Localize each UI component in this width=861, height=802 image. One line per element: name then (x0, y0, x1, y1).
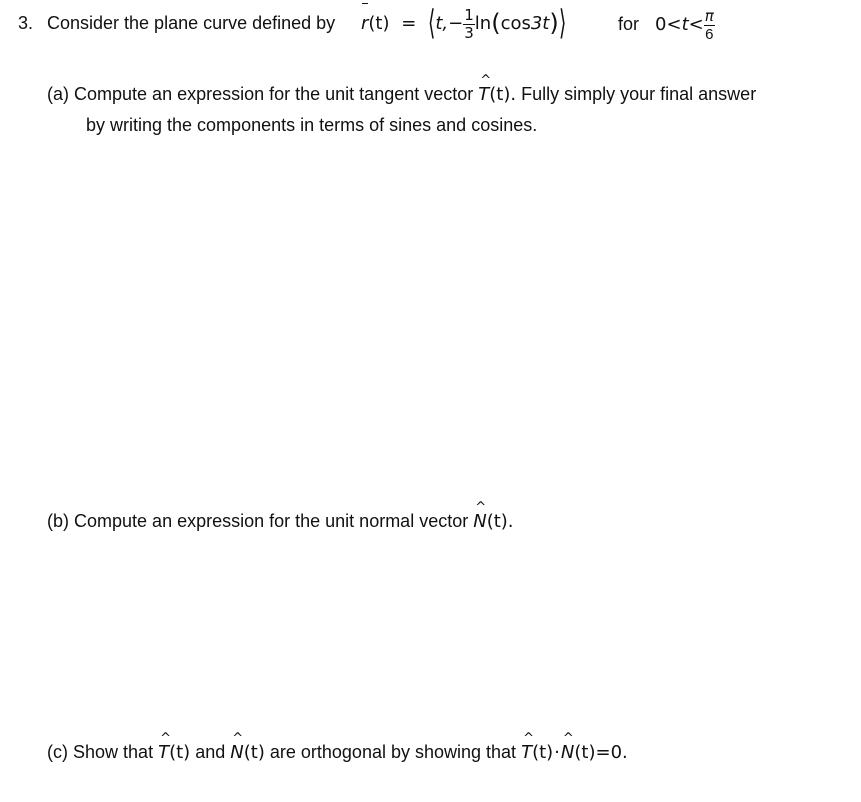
part-c-arg1: (t) (169, 742, 191, 763)
part-c-arg2: (t) (243, 742, 265, 763)
minus-sign: − (448, 13, 464, 34)
part-c-T2: ^ T (521, 742, 532, 763)
equals-sign: = (401, 13, 417, 34)
component-t: t, (435, 13, 449, 34)
part-c-N2: ^ N (561, 742, 574, 763)
part-b-label: (b) (47, 511, 69, 531)
part-c-N: ^ N (230, 742, 243, 763)
curve-definition (361, 2, 566, 46)
problem-statement (47, 13, 335, 34)
part-c-T: ^ T (158, 742, 169, 763)
unit-normal-arg: (t). (486, 511, 514, 532)
part-a-text-end: Fully simply your final answer (521, 84, 757, 104)
left-angle-bracket: ⟨ (428, 3, 436, 43)
less-than-1: < (666, 14, 682, 35)
interval-lower: 0 (655, 14, 667, 35)
interval-condition (618, 2, 715, 46)
part-a-line2: by writing the components in terms of sines and cosines. (86, 115, 538, 135)
less-than-2: < (688, 14, 704, 35)
part-c-and: and (195, 742, 226, 762)
fraction-pi-over-six (704, 6, 715, 43)
part-c (47, 742, 628, 763)
fraction-numerator: 1 (464, 5, 474, 24)
part-a (47, 84, 756, 105)
part-c-period: . (622, 742, 628, 763)
unit-tangent-T: ^ T (478, 84, 489, 105)
right-paren: ) (549, 9, 559, 37)
part-c-text1: Show that (73, 742, 154, 762)
unit-tangent-arg: (t). (489, 84, 517, 105)
problem-number: 3. (18, 13, 34, 33)
pi-symbol: π (704, 6, 714, 25)
cos-argument: 3t (530, 13, 550, 34)
six: 6 (705, 25, 714, 43)
left-paren: ( (491, 9, 501, 37)
part-c-zero: 0 (610, 742, 623, 763)
vector-arg: (t) (368, 13, 390, 34)
part-a-label: (a) (47, 84, 69, 104)
unit-normal-N: ^ N (473, 511, 486, 532)
part-a-text: Compute an expression for the unit tangent vector (74, 84, 474, 104)
part-b-text: Compute an expression for the unit normal vector (74, 511, 469, 531)
part-c-text2: are orthogonal by showing that (269, 742, 517, 762)
ln-function: ln (474, 13, 492, 34)
fraction-one-third (463, 5, 475, 42)
problem-intro: Consider the plane curve defined by (47, 13, 336, 33)
vector-r: r (361, 2, 368, 46)
cos-function: cos (500, 13, 531, 34)
part-c-arg3: (t) (532, 742, 554, 763)
part-c-arg4: (t) (574, 742, 596, 763)
dot-operator: · (554, 742, 560, 763)
for-label: for (618, 14, 640, 34)
part-c-equals: = (595, 742, 611, 763)
part-c-label: (c) (47, 742, 68, 762)
right-angle-bracket: ⟩ (558, 3, 567, 43)
fraction-denominator: 3 (464, 23, 474, 42)
interval-variable: t (681, 14, 689, 35)
part-b (47, 511, 514, 532)
